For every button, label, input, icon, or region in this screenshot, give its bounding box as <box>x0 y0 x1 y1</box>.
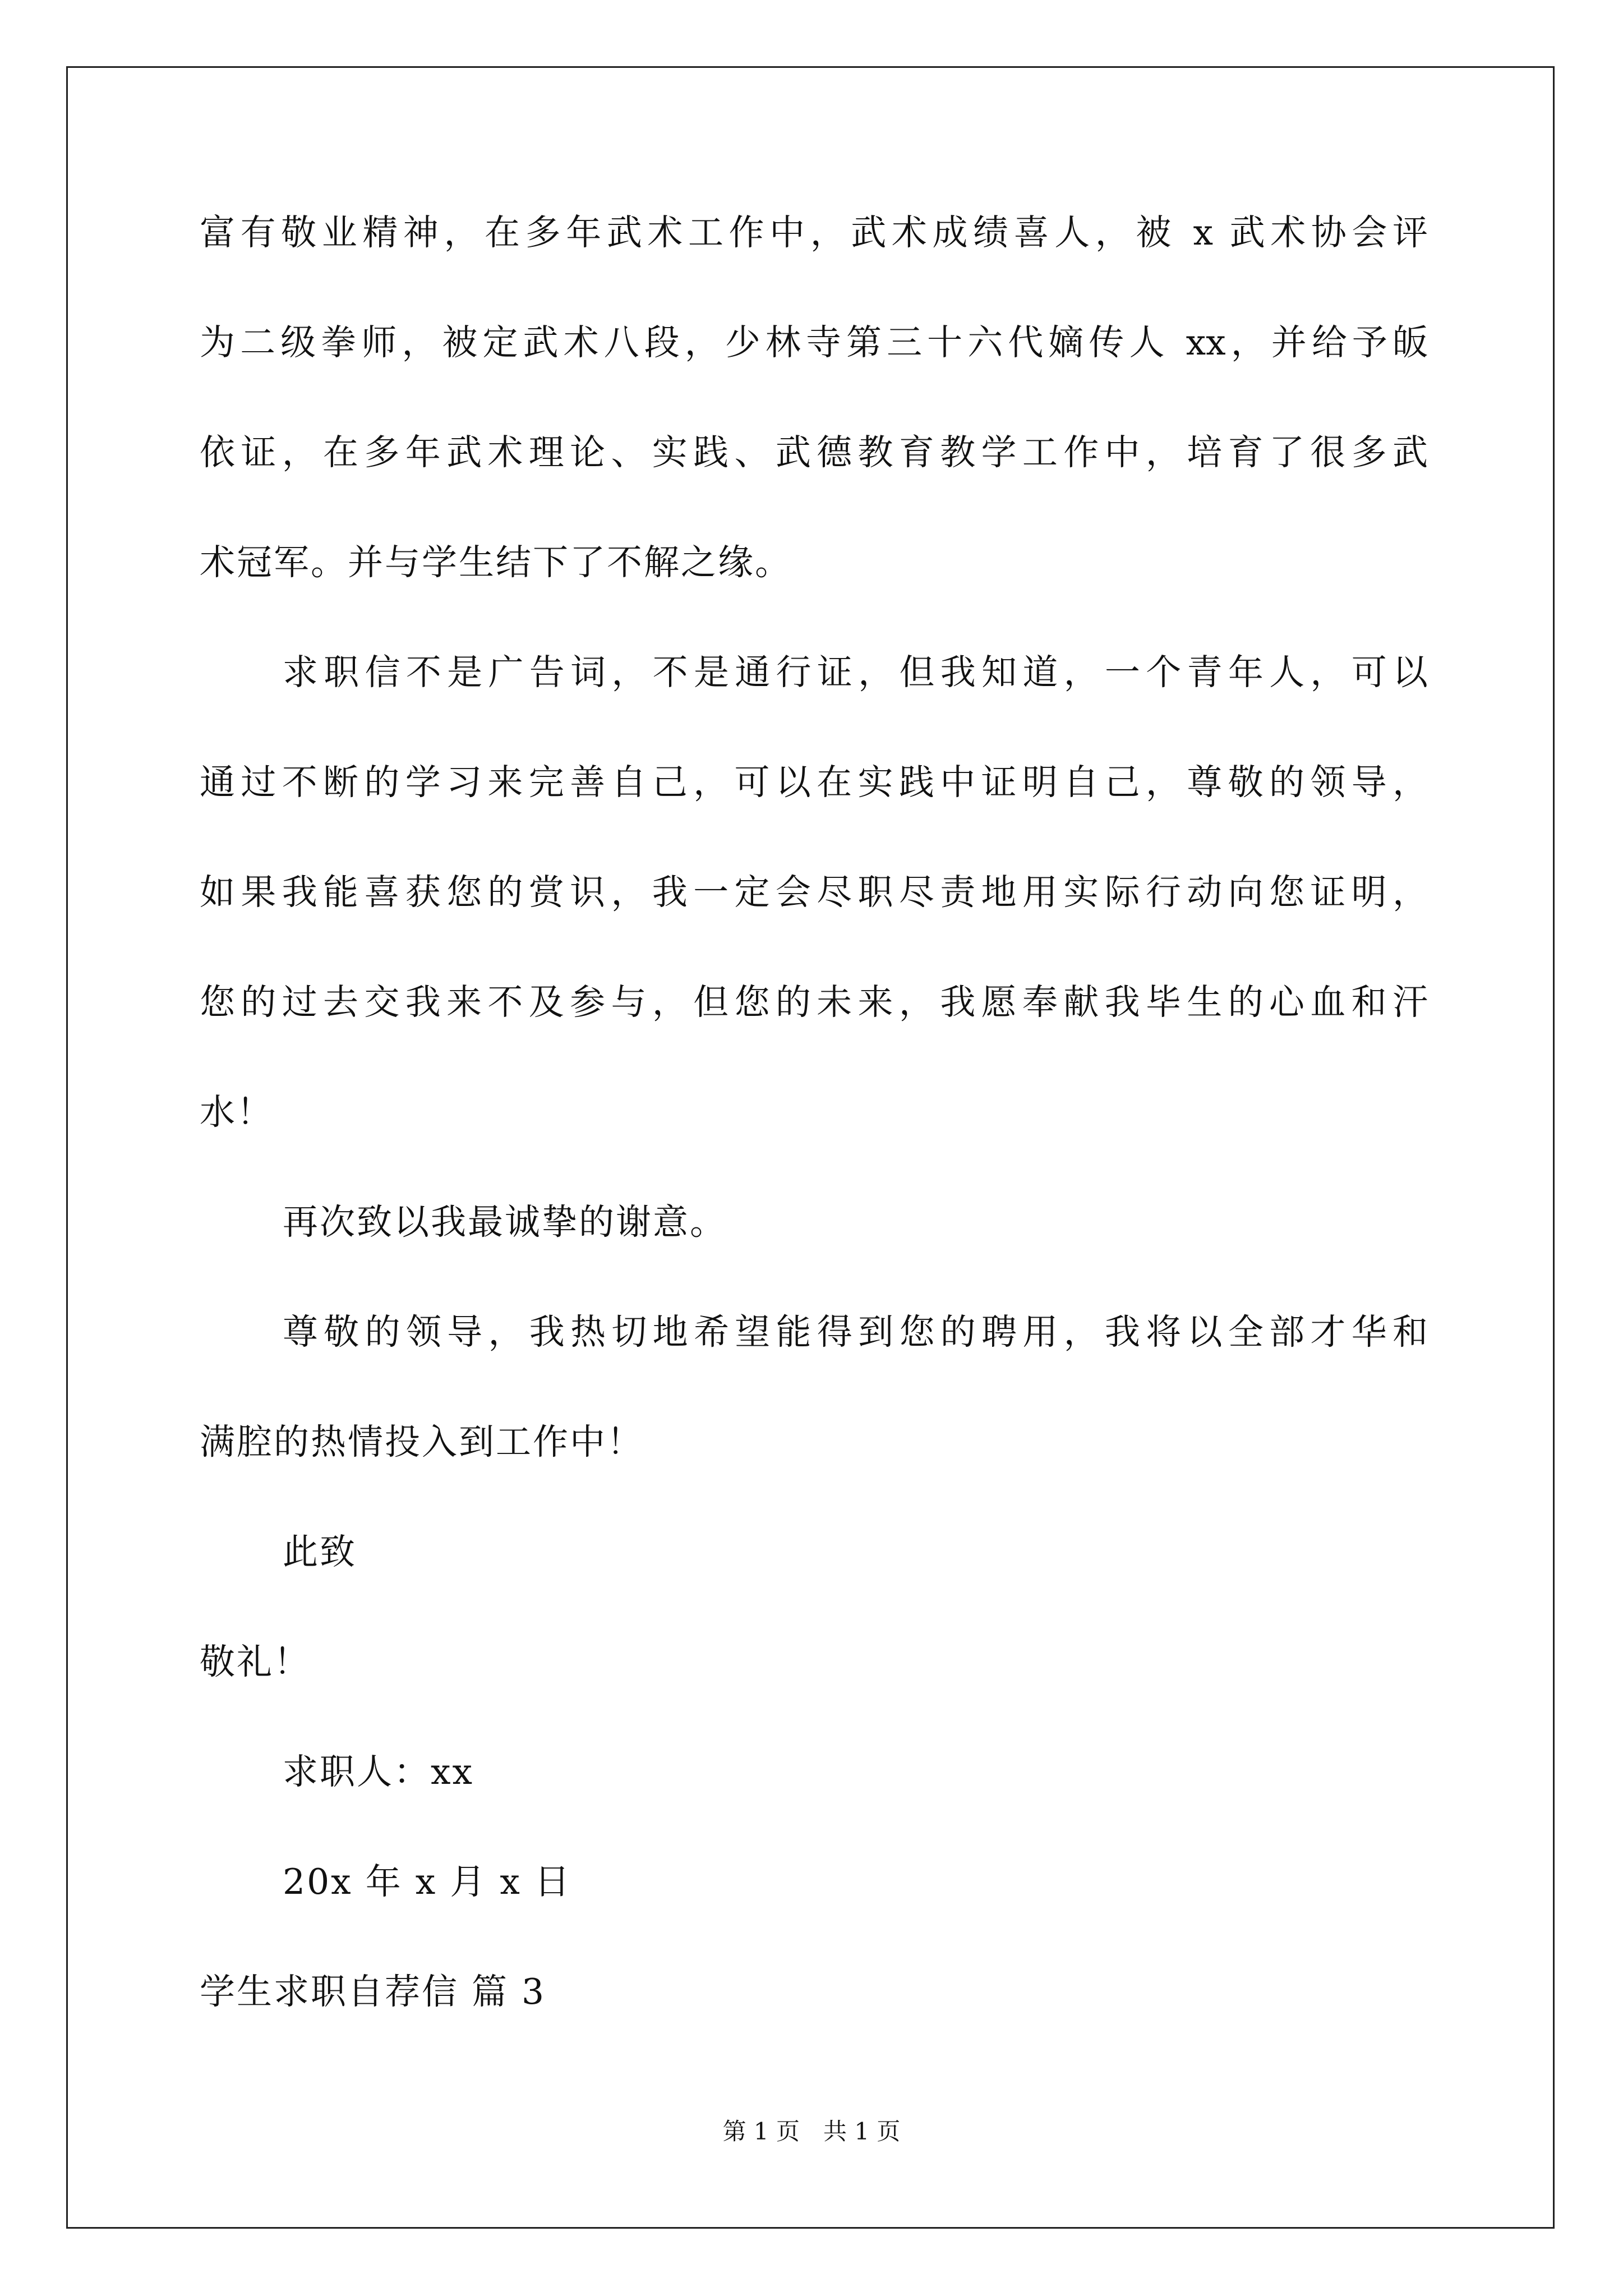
text-line-4: 术冠军。并与学生结下了不解之缘。 <box>200 542 792 583</box>
applicant-name: 求职人：xx <box>283 1751 474 1792</box>
text-line-8: 您的过去交我来不及参与，但您的未来，我愿奉献我毕生的心血和汗 <box>200 982 1428 1023</box>
page-number-footer: 第 1 页 共 1 页 <box>722 2118 901 2145</box>
text-line-9: 水！ <box>200 1092 274 1133</box>
text-line-7: 如果我能喜获您的赏识，我一定会尽职尽责地用实际行动向您证明， <box>200 872 1428 913</box>
text-line-11: 尊敬的领导，我热切地希望能得到您的聘用，我将以全部才华和 <box>283 1312 1428 1352</box>
text-line-3: 依证，在多年武术理论、实践、武德教育教学工作中，培育了很多武 <box>200 432 1428 473</box>
text-line-10: 再次致以我最诚挚的谢意。 <box>283 1202 727 1243</box>
text-line-5: 求职信不是广告词，不是通行证，但我知道，一个青年人，可以 <box>283 652 1428 693</box>
text-line-2: 为二级拳师，被定武术八段，少林寺第三十六代嫡传人 xx，并给予皈 <box>200 322 1428 363</box>
section-heading: 学生求职自荐信 篇 3 <box>200 1971 546 2012</box>
text-line-12: 满腔的热情投入到工作中！ <box>200 1421 644 1462</box>
text-line-1: 富有敬业精神，在多年武术工作中，武术成绩喜人，被 x 武术协会评 <box>200 212 1428 253</box>
closing-regards: 敬礼！ <box>200 1641 311 1682</box>
letter-date: 20x 年 x 月 x 日 <box>283 1861 571 1902</box>
text-line-6: 通过不断的学习来完善自己，可以在实践中证明自己，尊敬的领导， <box>200 762 1428 803</box>
closing-salutation: 此致 <box>283 1531 357 1572</box>
